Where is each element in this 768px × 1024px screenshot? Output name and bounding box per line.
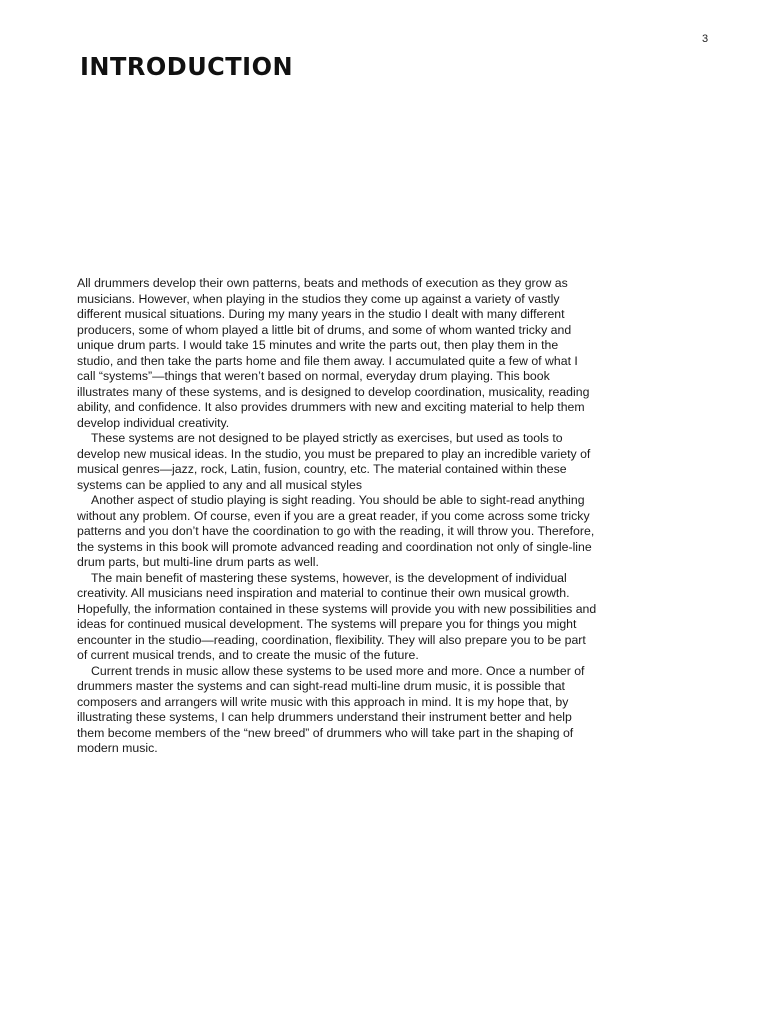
page-title: INTRODUCTION — [80, 52, 294, 82]
paragraph: These systems are not designed to be played strictly as exercises, but used as tools to develop new musical ideas. In the studio, you must be prepared to play an incredible variety of musical genres—jazz, rock, Latin, fusion, country, etc. The material contained within these systems can be applied to any and all musical styles — [77, 431, 591, 492]
paragraph: The main benefit of mastering these systems, however, is the development of individual creativity. All musicians need inspiration and material to continue their own musical growth. Hopefully, the information contained in these systems will provide you with new possibilities and ideas for continued musical development. The systems will prepare you for things you might encounter in the studio—reading, coordination, flexibility. They will also prepare you to be part of current musical trends, and to create the music of the future. — [77, 570, 597, 662]
paragraph: All drummers develop their own patterns, beats and methods of execution as they grow as musicians. However, when playing in the studios they come up against a variety of vastly different musical situations. During my many years in the studio I dealt with many different producers, some of whom played a little bit of drums, and some of whom wanted tricky and unique drum parts. I would take 15 minutes and write the parts out, then play them in the studio, and then take the parts home and file them away. I accumulated quite a few of what I call “systems”—things that weren’t based on normal, everyday drum playing. This book illustrates many of these systems, and is designed to develop coordination, musicality, reading ability, and confidence. It also provides drummers with new and exciting material to help them develop individual creativity. — [77, 276, 590, 430]
paragraph: Current trends in music allow these systems to be used more and more. Once a number of drummers master the systems and can sight-read multi-line drum music, it is possible that composers and arrangers will write music with this approach in mind. It is my hope that, by illustrating these systems, I can help drummers understand their instrument better and help them become members of the “new breed” of drummers who will take part in the shaping of modern music. — [77, 663, 585, 755]
paragraph: Another aspect of studio playing is sight reading. You should be able to sight-read anything without any problem. Of course, even if you are a great reader, if you come across some tricky patterns and you don’t have the coordination to go with the reading, it will throw you. Therefore, the systems in this book will promote advanced reading and coordination not only of single-line drum parts, but multi-line drum parts as well. — [77, 493, 595, 569]
introduction-body — [77, 276, 597, 757]
page-number: 3 — [702, 33, 709, 45]
